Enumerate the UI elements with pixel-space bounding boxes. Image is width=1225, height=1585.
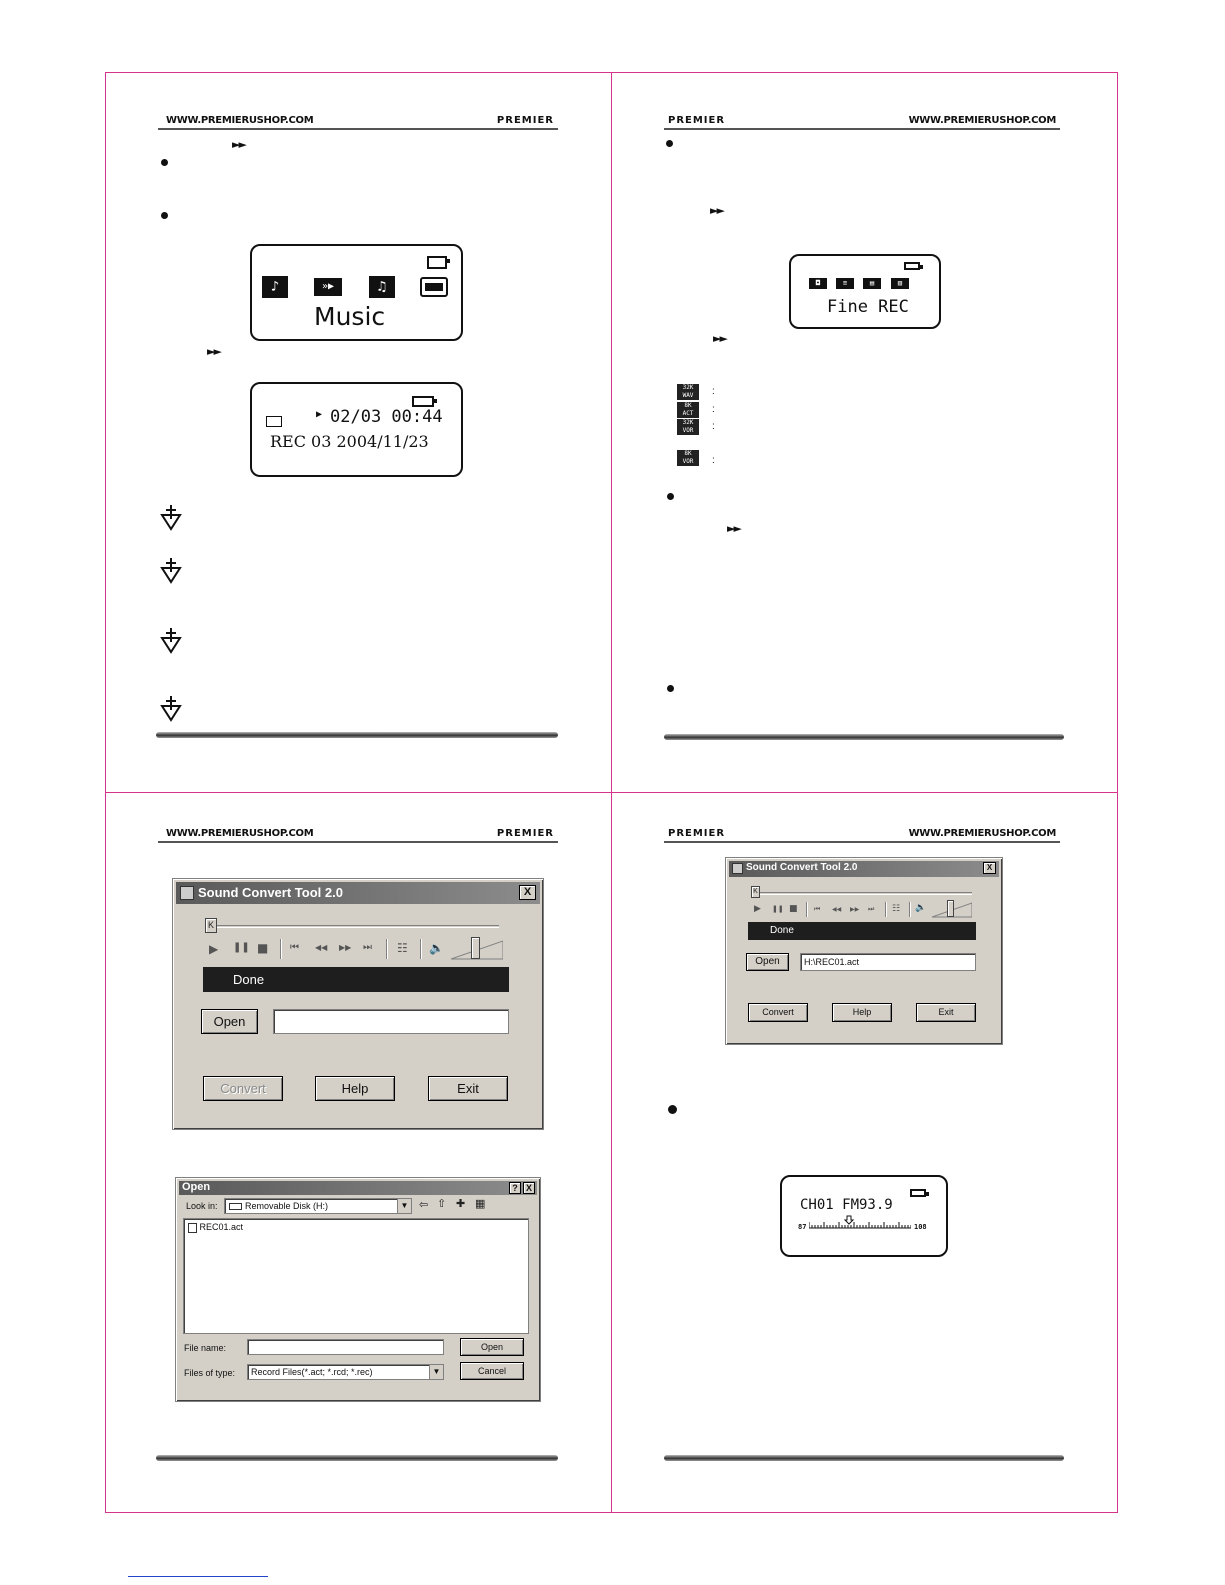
look-in-value: Removable Disk (H:) <box>245 1201 329 1211</box>
next-button[interactable]: ⏭ <box>363 942 372 953</box>
battery-icon <box>427 256 447 269</box>
bullet <box>667 493 674 500</box>
rec-format-rate: 32K <box>682 419 694 426</box>
bullet <box>667 685 674 692</box>
stop-button[interactable]: ■ <box>789 904 798 914</box>
pause-button[interactable]: ❚❚ <box>233 942 250 953</box>
battery-icon <box>412 396 434 407</box>
speaker-icon: 🔈 <box>429 941 444 955</box>
previous-button[interactable]: ⏮ <box>814 905 821 913</box>
speaker-icon: 🔈 <box>915 903 927 913</box>
rec-format-icon <box>677 419 699 435</box>
lcd-menu-screen <box>250 244 463 341</box>
bullet <box>161 159 168 166</box>
open-button[interactable]: Open <box>746 953 789 971</box>
rec-format-icon <box>677 450 699 466</box>
help-button[interactable]: Help <box>832 1003 892 1022</box>
rec-format-rate: 8K <box>684 402 692 409</box>
pause-button[interactable]: ❚❚ <box>772 905 784 913</box>
page-header <box>158 828 558 842</box>
device-icon <box>420 277 448 297</box>
header-brand: PREMIER <box>668 828 726 839</box>
fast-forward-icon: ►► <box>232 138 245 151</box>
colon: : <box>712 455 715 466</box>
seek-slider[interactable] <box>754 892 972 895</box>
header-website: WWW.PREMIERUSHOP.COM <box>166 115 314 126</box>
toolbar-separator <box>280 939 282 959</box>
toolbar-separator <box>885 902 887 917</box>
header-website: WWW.PREMIERUSHOP.COM <box>908 828 1056 839</box>
lcd-menu-label: Music <box>314 302 386 331</box>
rec-format-icon <box>677 402 699 418</box>
lcd-playback-screen <box>250 382 463 477</box>
next-button[interactable]: ⏭ <box>868 905 875 913</box>
link-underline <box>128 1576 268 1577</box>
rewind-button[interactable]: ◀◀ <box>315 943 328 952</box>
rewind-button[interactable]: ◀◀ <box>832 906 842 913</box>
note-icon <box>160 626 182 654</box>
exit-button[interactable]: Exit <box>916 1003 976 1022</box>
list-item[interactable] <box>188 1222 243 1233</box>
header-rule <box>664 128 1060 130</box>
colon: : <box>712 404 715 415</box>
playlist-button[interactable]: ☷ <box>892 904 901 914</box>
fast-forward-icon: ►► <box>727 522 740 535</box>
play-indicator-icon: ▶ <box>316 409 323 420</box>
page-header <box>664 115 1060 129</box>
lcd-file-date: REC 03 2004/11/23 <box>270 432 429 451</box>
record-mode-icon: ▥ <box>891 278 909 289</box>
status-text: Done <box>770 925 794 936</box>
file-item-name: REC01.act <box>199 1222 244 1232</box>
file-list <box>183 1218 529 1334</box>
exit-button[interactable]: Exit <box>428 1076 508 1101</box>
close-button[interactable]: X <box>983 862 996 874</box>
note-icon <box>160 503 182 531</box>
header-rule <box>158 128 558 130</box>
volume-slider-thumb[interactable] <box>471 937 480 959</box>
help-button[interactable]: ? <box>509 1182 521 1194</box>
bullet <box>666 140 673 147</box>
lcd-record-label: Fine REC <box>827 297 909 317</box>
status-bar <box>203 967 509 992</box>
battery-icon <box>910 1189 926 1197</box>
chevron-down-icon[interactable]: ▼ <box>429 1365 443 1379</box>
file-type-select[interactable] <box>247 1364 444 1380</box>
chevron-down-icon[interactable]: ▼ <box>397 1199 411 1213</box>
rec-format-rate: 8K <box>684 450 692 457</box>
header-brand: PREMIER <box>496 828 554 839</box>
open-button[interactable]: Open <box>201 1009 258 1034</box>
stop-button[interactable]: ■ <box>257 941 269 955</box>
header-brand: PREMIER <box>668 115 726 126</box>
audio-file-icon <box>188 1223 197 1233</box>
window-title: Sound Convert Tool 2.0 <box>198 885 343 900</box>
seek-slider-thumb[interactable]: K <box>205 918 217 933</box>
frequency-scale <box>809 1215 911 1231</box>
footer-rule <box>156 732 558 738</box>
page-header <box>158 115 558 129</box>
status-text: Done <box>233 972 265 987</box>
look-in-label: Look in: <box>186 1201 218 1211</box>
convert-button[interactable]: Convert <box>748 1003 808 1022</box>
header-rule <box>664 841 1060 843</box>
fast-forward-icon: ►► <box>710 204 723 217</box>
seek-slider[interactable] <box>209 925 499 928</box>
music-settings-icon: ♫ <box>369 276 395 298</box>
view-menu-icon[interactable]: ▦ <box>475 1197 486 1210</box>
music-note-icon: ♪ <box>262 276 288 298</box>
rec-format-rate: 32K <box>682 384 694 391</box>
rec-format-type: WAV <box>682 392 694 399</box>
forward-mode-icon: »▶ <box>314 278 342 296</box>
header-website: WWW.PREMIERUSHOP.COM <box>908 115 1056 126</box>
file-name-label: File name: <box>184 1343 227 1353</box>
note-icon <box>160 694 182 722</box>
playlist-button[interactable]: ☷ <box>397 941 408 955</box>
title-bar <box>179 1181 537 1195</box>
header-rule <box>158 841 558 843</box>
status-bar <box>748 922 976 940</box>
record-mode-icon: ◘ <box>809 278 827 289</box>
rec-format-icon <box>677 384 699 400</box>
repeat-mode-icon <box>266 416 282 427</box>
up-folder-icon[interactable]: ⇧ <box>437 1197 447 1210</box>
toolbar-separator <box>909 902 911 917</box>
rec-format-type: ACT <box>682 410 694 417</box>
scale-max: 108 <box>914 1223 927 1231</box>
file-type-value: Record Files(*.act; *.rcd; *.rec) <box>251 1367 373 1377</box>
header-brand: PREMIER <box>496 115 554 126</box>
sound-convert-window <box>725 857 1003 1045</box>
record-mode-icon: ▤ <box>863 278 881 289</box>
play-button[interactable]: ▶ <box>209 942 219 956</box>
previous-button[interactable]: ⏮ <box>290 942 299 953</box>
tuner-pointer-icon <box>845 1216 853 1224</box>
open-dialog <box>175 1177 541 1402</box>
header-website: WWW.PREMIERUSHOP.COM <box>166 828 314 839</box>
file-name-input[interactable] <box>247 1339 444 1355</box>
bullet <box>668 1105 677 1114</box>
footer-rule <box>156 1455 558 1461</box>
lcd-channel-frequency: CH01 FM93.9 <box>800 1197 893 1213</box>
page-divider-horizontal <box>105 792 1118 793</box>
look-in-select[interactable] <box>224 1198 412 1214</box>
lcd-radio-screen <box>780 1175 948 1257</box>
scale-min: 87 <box>798 1223 807 1231</box>
footer-rule <box>664 1455 1064 1461</box>
file-path-input[interactable]: H:\REC01.act <box>800 953 976 971</box>
volume-slider-thumb[interactable] <box>947 900 954 917</box>
open-button[interactable]: Open <box>460 1338 524 1356</box>
drive-icon <box>229 1203 242 1210</box>
fast-forward-icon: ►► <box>713 332 726 345</box>
sound-convert-window <box>172 878 544 1130</box>
record-mode-icon: ≡ <box>836 278 854 289</box>
lcd-track-time: 02/03 00:44 <box>330 407 443 427</box>
back-icon[interactable]: ⇦ <box>419 1198 429 1211</box>
rec-format-type: VOR <box>682 458 694 465</box>
toolbar-separator <box>386 939 388 959</box>
close-button[interactable]: X <box>523 1182 535 1194</box>
forward-button[interactable]: ▶▶ <box>339 943 352 952</box>
new-folder-icon[interactable]: ✚ <box>456 1197 466 1210</box>
title-bar <box>729 861 999 877</box>
title-bar <box>176 882 540 904</box>
page-header <box>664 828 1060 842</box>
dialog-title: Open <box>182 1181 211 1193</box>
help-button[interactable]: Help <box>315 1076 395 1101</box>
app-icon <box>180 886 194 900</box>
file-path-input[interactable] <box>273 1009 509 1034</box>
toolbar-separator <box>806 902 808 917</box>
toolbar-separator <box>420 939 422 959</box>
close-button[interactable]: X <box>519 885 536 900</box>
footer-rule <box>664 734 1064 740</box>
convert-button[interactable]: Convert <box>203 1076 283 1101</box>
battery-icon <box>904 262 920 270</box>
fast-forward-icon: ►► <box>207 345 220 358</box>
file-type-label: Files of type: <box>184 1368 236 1378</box>
forward-button[interactable]: ▶▶ <box>850 906 860 913</box>
rec-format-type: VOR <box>682 427 694 434</box>
colon: : <box>712 421 715 432</box>
colon: : <box>712 386 715 397</box>
app-icon <box>732 863 743 874</box>
lcd-record-screen <box>789 254 941 329</box>
seek-slider-thumb[interactable]: K <box>751 886 760 898</box>
note-icon <box>160 556 182 584</box>
window-title: Sound Convert Tool 2.0 <box>746 862 858 873</box>
cancel-button[interactable]: Cancel <box>460 1362 524 1380</box>
bullet <box>161 212 168 219</box>
play-button[interactable]: ▶ <box>754 904 761 914</box>
